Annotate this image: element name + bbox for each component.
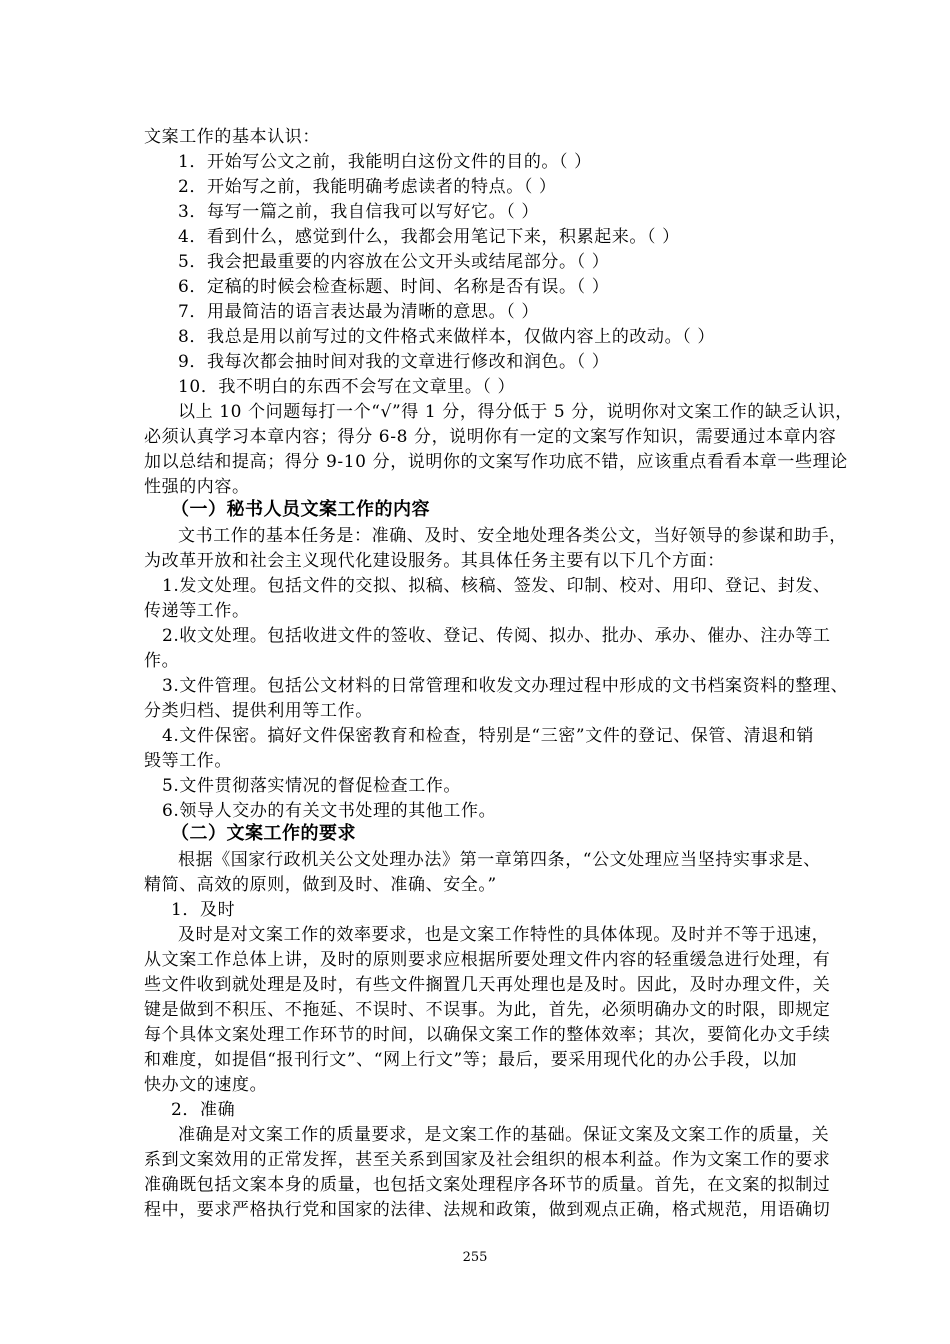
paragraph-line: 及时是对文案工作的效率要求，也是文案工作特性的具体体现。及时并不等于迅速， [178,925,830,945]
checklist-item: 9．我每次都会抽时间对我的文章进行修改和润色。（ ） [178,352,610,372]
section-heading: （一）秘书人员文案工作的内容 [171,499,430,520]
subsection-title: 2．准确 [171,1100,236,1120]
scoring-paragraph-line: 性强的内容。 [144,477,250,497]
checklist-item: 6．定稿的时候会检查标题、时间、名称是否有误。（ ） [178,277,610,297]
task-item-line: 2.收文处理。包括收进文件的签收、登记、传阅、拟办、批办、承办、催办、注办等工 [162,626,831,646]
section-intro-line: 根据《国家行政机关公文处理办法》第一章第四条，“公文处理应当坚持实事求是、 [178,850,821,870]
paragraph-line: 从文案工作总体上讲，及时的原则要求应根据所要处理文件内容的轻重缓急进行处理，有 [144,950,831,970]
task-item-line: 传递等工作。 [144,601,250,621]
paragraph-line: 每个具体文案处理工作环节的时间，以确保文案工作的整体效率；其次，要简化办文手续 [144,1025,831,1045]
checklist-item: 10．我不明白的东西不会写在文章里。（ ） [178,377,516,397]
section-heading: （二）文案工作的要求 [171,823,356,844]
paragraph-line: 准确是对文案工作的质量要求，是文案工作的基础。保证文案及文案工作的质量，关 [178,1125,830,1145]
task-item-line: 6.领导人交办的有关文书处理的其他工作。 [162,801,497,821]
paragraph-line: 些文件收到就处理是及时，有些文件搁置几天再处理也是及时。因此，及时办理文件，关 [144,975,831,995]
checklist-item: 5．我会把最重要的内容放在公文开头或结尾部分。（ ） [178,252,610,272]
checklist-item: 3．每写一篇之前，我自信我可以写好它。（ ） [178,202,539,222]
page-number: 255 [462,1250,488,1265]
intro-title: 文案工作的基本认识： [144,127,320,147]
subsection-title: 1．及时 [171,900,236,920]
checklist-item: 4．看到什么，感觉到什么，我都会用笔记下来，积累起来。（ ） [178,227,680,247]
paragraph-line: 系到文案效用的正常发挥，甚至关系到国家及社会组织的根本利益。作为文案工作的要求 [144,1150,831,1170]
task-item-line: 毁等工作。 [144,751,232,771]
scoring-paragraph-line: 必须认真学习本章内容；得分 6-8 分，说明你有一定的文案写作知识，需要通过本章内容 [144,427,837,447]
scoring-paragraph-line: 以上 10 个问题每打一个“√”得 1 分，得分低于 5 分，说明你对文案工作的缺乏认识， [178,402,853,422]
section-intro-line: 文书工作的基本任务是：准确、及时、安全地处理各类公文，当好领导的参谋和助手， [178,526,847,546]
task-item-line: 1.发文处理。包括文件的交拟、拟稿、核稿、签发、印制、校对、用印、登记、封发、 [162,576,831,596]
section-intro-line: 精简、高效的原则，做到及时、准确、安全。” [144,875,497,895]
task-item-line: 5.文件贯彻落实情况的督促检查工作。 [162,776,462,796]
checklist-item: 7．用最简洁的语言表达最为清晰的意思。（ ） [178,302,539,322]
task-item-line: 作。 [144,651,180,671]
checklist-item: 2．开始写之前，我能明确考虑读者的特点。（ ） [178,177,557,197]
section-intro-line: 为改革开放和社会主义现代化建设服务。其具体任务主要有以下几个方面： [144,551,725,571]
paragraph-line: 和难度，如提倡“报刊行文”、“网上行文”等；最后，要采用现代化的办公手段，以加 [144,1050,798,1070]
paragraph-line: 键是做到不积压、不拖延、不误时、不误事。为此，首先，必须明确办文的时限，即规定 [144,1000,831,1020]
checklist-item: 8．我总是用以前写过的文件格式来做样本，仅做内容上的改动。（ ） [178,327,715,347]
scoring-paragraph-line: 加以总结和提高；得分 9-10 分，说明你的文案写作功底不错，应该重点看看本章一些理论 [144,452,848,472]
paragraph-line: 程中，要求严格执行党和国家的法律、法规和政策，做到观点正确，格式规范，用语确切 [144,1200,831,1220]
task-item-line: 4.文件保密。搞好文件保密教育和检查，特别是“三密”文件的登记、保管、清退和销 [162,726,814,746]
checklist-item: 1．开始写公文之前，我能明白这份文件的目的。（ ） [178,152,592,172]
task-item-line: 分类归档、提供利用等工作。 [144,701,373,721]
task-item-line: 3.文件管理。包括公文材料的日常管理和收发文办理过程中形成的文书档案资料的整理、 [162,676,849,696]
paragraph-line: 快办文的速度。 [144,1075,268,1095]
paragraph-line: 准确既包括文案本身的质量，也包括文案处理程序各环节的质量。首先，在文案的拟制过 [144,1175,831,1195]
